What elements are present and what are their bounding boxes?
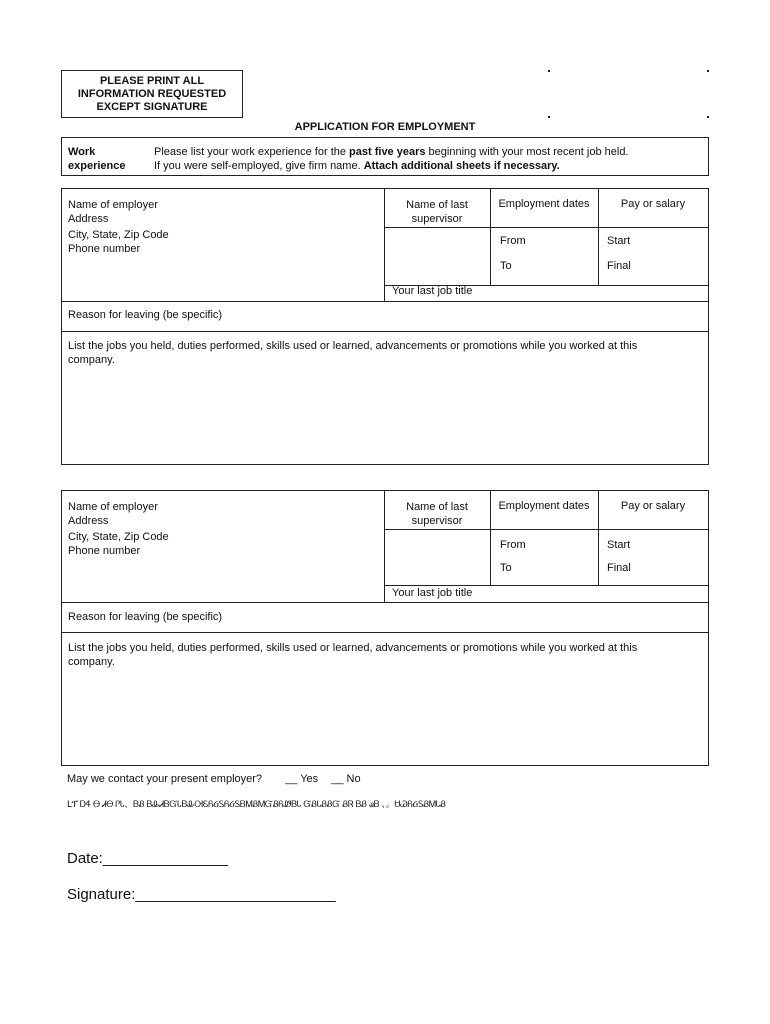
to-label: To	[500, 260, 512, 272]
address-label: Address	[68, 515, 109, 527]
duties-description-label	[68, 339, 698, 367]
signature-field[interactable]: Signature:________________________	[67, 886, 336, 903]
stray-dot	[548, 116, 550, 118]
phone-label: Phone number	[68, 243, 141, 255]
intro-text-line	[154, 145, 629, 159]
divider	[62, 301, 708, 302]
intro-label	[68, 145, 125, 173]
employment-dates-label: Employment dates	[498, 198, 590, 210]
employer-name-label: Name of employer	[68, 199, 158, 211]
phone-label: Phone number	[68, 545, 141, 557]
employment-dates-label: Employment dates	[498, 500, 590, 512]
supervisor-label	[384, 198, 490, 226]
print-notice-line: PLEASE PRINT ALL	[99, 74, 205, 87]
supervisor-label-line: supervisor	[411, 213, 463, 225]
supervisor-label-line: supervisor	[411, 515, 463, 527]
contact-employer-question	[67, 773, 361, 785]
print-notice-box	[61, 70, 243, 118]
from-label: From	[500, 539, 526, 551]
duties-line: company.	[68, 354, 115, 366]
intro-text-span: Please list your work experience for the	[154, 146, 350, 158]
divider	[384, 529, 708, 530]
final-pay-label: Final	[607, 260, 631, 272]
intro-text-line	[154, 159, 629, 173]
contact-question-text: May we contact your present employer?	[67, 773, 263, 785]
duties-description-label	[68, 641, 698, 669]
intro-text	[154, 145, 629, 173]
reason-for-leaving-label: Reason for leaving (be specific)	[68, 611, 223, 623]
intro-label-line: Work	[68, 146, 96, 158]
city-state-zip-label: City, State, Zip Code	[68, 229, 169, 241]
divider	[62, 602, 708, 603]
start-pay-label: Start	[607, 539, 631, 551]
pay-salary-label: Pay or salary	[620, 500, 686, 512]
form-title: APPLICATION FOR EMPLOYMENT	[294, 121, 476, 133]
employer-block-2	[61, 490, 709, 766]
last-job-title-label: Your last job title	[392, 285, 473, 297]
employer-info-labels	[68, 500, 169, 558]
stray-dot	[707, 70, 709, 72]
print-notice-line: INFORMATION REQUESTED	[77, 87, 227, 100]
garbled-text-line: Լፕ ᎠᏎ Ꮎ ᏗᎾ ᎵᏓ、ᏴᏰ ᏴᎲᏗᏴᏳᏓᏴᎲᎺᏋᏲᏵᏚᏲᏵᏚᏴᎷᏰᎷᏳᏰᏲᏪᏴᏓ ᏳᏰᏓᏰᏰᏳ ᏰᏒ ᏴᏰ ᏸᏴ 、。ᏌᏊᏲᏵᏚᏰᎷᏓᏰ	[67, 799, 446, 809]
duties-line: List the jobs you held, duties performed, skills used or learned, advancements or promotions while you worked at this	[68, 340, 638, 352]
intro-text-span: If you were self-employed, give firm name.	[154, 160, 364, 172]
work-experience-intro	[61, 137, 709, 176]
intro-label-line: experience	[68, 160, 126, 172]
employer-name-label: Name of employer	[68, 501, 158, 513]
divider	[384, 585, 708, 586]
contact-yes-option[interactable]: __ Yes	[285, 773, 319, 785]
intro-text-span: beginning with your most recent job held.	[425, 146, 629, 158]
supervisor-label-line: Name of last	[406, 501, 468, 513]
pay-salary-label: Pay or salary	[620, 198, 686, 210]
intro-text-bold: Attach additional sheets if necessary.	[363, 160, 560, 172]
address-label: Address	[68, 213, 109, 225]
from-label: From	[500, 235, 526, 247]
city-state-zip-label: City, State, Zip Code	[68, 531, 169, 543]
reason-for-leaving-label: Reason for leaving (be specific)	[68, 309, 223, 321]
stray-dot	[707, 116, 709, 118]
employer-info-labels	[68, 198, 169, 256]
start-pay-label: Start	[607, 235, 631, 247]
divider	[62, 331, 708, 332]
last-job-title-label: Your last job title	[392, 587, 473, 599]
supervisor-label-line: Name of last	[406, 199, 468, 211]
date-field[interactable]: Date:_______________	[67, 850, 228, 867]
divider	[62, 632, 708, 633]
intro-text-bold: past five years	[349, 146, 426, 158]
final-pay-label: Final	[607, 562, 631, 574]
duties-line: List the jobs you held, duties performed, skills used or learned, advancements or promotions while you worked at this	[68, 642, 638, 654]
employer-block-1	[61, 188, 709, 465]
stray-dot	[548, 70, 550, 72]
contact-no-option[interactable]: __ No	[331, 773, 361, 785]
duties-line: company.	[68, 656, 115, 668]
supervisor-label	[384, 500, 490, 528]
print-notice-line: EXCEPT SIGNATURE	[96, 100, 208, 113]
divider	[384, 227, 708, 228]
to-label: To	[500, 562, 512, 574]
